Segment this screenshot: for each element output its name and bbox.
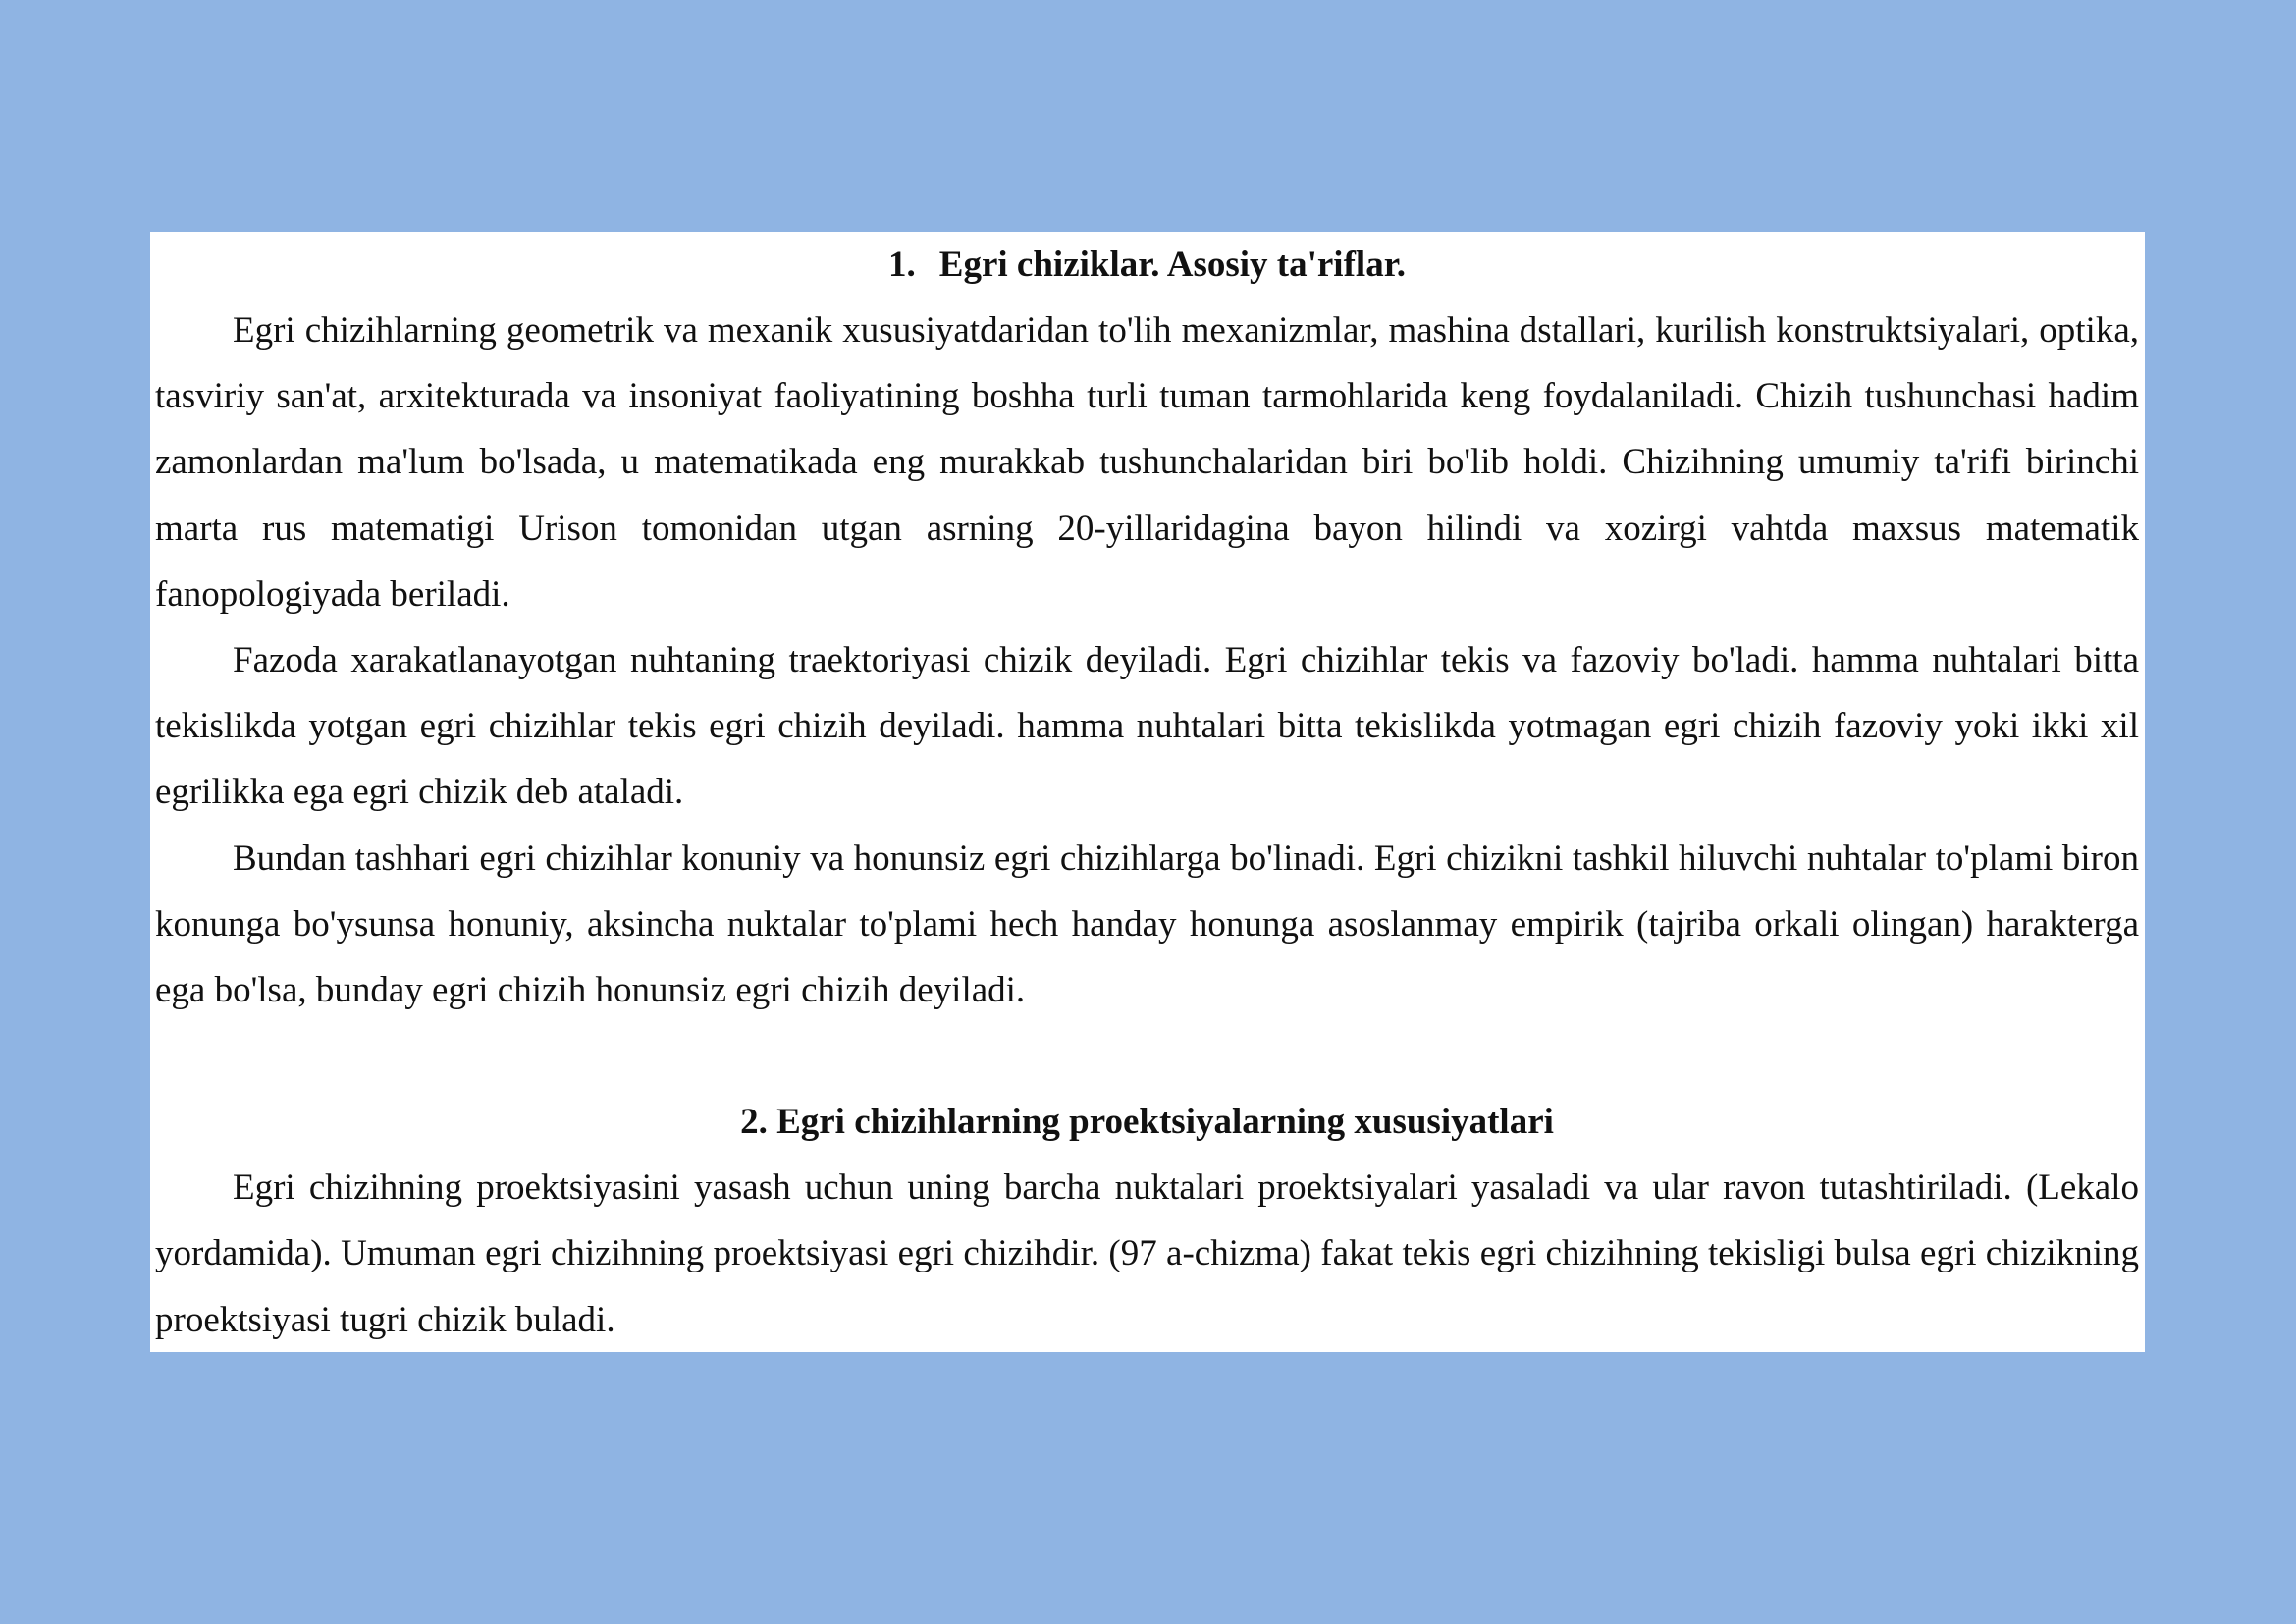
section-1-title: Egri chiziklar. Asosiy ta'riflar. [938, 244, 1406, 285]
document-page [150, 232, 2145, 1352]
section-2-paragraph-1: Egri chizihning proektsiyasini yasash uchun uning barcha nuktalari proektsiyalari yasaladi va ular ravon tutashtiriladi. (Lekalo yordamida). Umuman egri chizihning proektsiyasi egri chizihdir. (97 a-chizma) fakat tekis egri chizihning tekisligi bulsa egri chizikning proektsiyasi tugri chizik buladi. [155, 1167, 2139, 1340]
section-1-paragraph-2: Fazoda xarakatlanayotgan nuhtaning traektoriyasi chizik deyiladi. Egri chizihlar tekis va fazoviy bo'ladi. hamma nuhtalari bitta tekislikda yotgan egri chizihlar tekis egri chizih deyiladi. hamma nuhtalari bitta tekislikda yotmagan egri chizih fazoviy yoki ikki xil egrilikka ega egri chizik deb ataladi. [155, 640, 2139, 813]
section-spacer [155, 1023, 2139, 1089]
section-1-heading [155, 232, 2139, 298]
section-2-heading: 2. Egri chizihlarning proektsiyalarning xususiyatlari [740, 1102, 1554, 1143]
section-1-paragraph-1: Egri chizihlarning geometrik va mexanik xususiyatdaridan to'lih mexanizmlar, mashina dstallari, kurilish konstruktsiyalari, optika, tasviriy san'at, arxitekturada va insoniyat faoliyatining boshha turli tuman tarmohlarida keng foydalaniladi. Chizih tushunchasi hadim zamonlardan ma'lum bo'lsada, u matematikada eng murakkab tushunchalaridan biri bo'lib holdi. Chizihning umumiy ta'rifi birinchi marta rus matematigi Urison tomonidan utgan asrning 20-yillaridagina bayon hilindi va xozirgi vahtda maxsus matematik fanopologiyada beriladi. [155, 310, 2139, 615]
section-1-number: 1. [888, 244, 916, 285]
section-1-paragraph-3: Bundan tashhari egri chizihlar konuniy va honunsiz egri chizihlarga bo'linadi. Egri chizikni tashkil hiluvchi nuhtalar to'plami biron konunga bo'ysunsa honuniy, aksincha nuktalar to'plami hech handay honunga asoslanmay empirik (tajriba orkali olingan) harakterga ega bo'lsa, bunday egri chizih honunsiz egri chizih deyiladi. [155, 838, 2139, 1011]
